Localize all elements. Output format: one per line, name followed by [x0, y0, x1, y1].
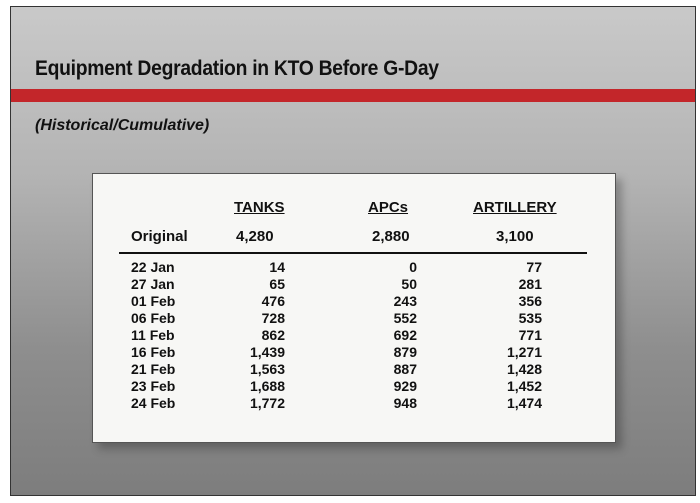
- row-apcs: 50: [401, 276, 417, 292]
- row-artillery: 1,428: [506, 361, 542, 377]
- table-body: [93, 259, 615, 412]
- column-header-apcs: APCs: [368, 199, 409, 216]
- row-date: 24 Feb: [131, 395, 176, 411]
- table-row: [93, 293, 615, 310]
- figure-title: Equipment Degradation in KTO Before G-Day: [35, 57, 439, 80]
- row-date: 27 Jan: [131, 276, 175, 292]
- row-artillery: 1,452: [506, 378, 542, 394]
- title-rule: [11, 89, 695, 102]
- row-apcs: 243: [393, 293, 417, 309]
- row-artillery: 1,271: [506, 344, 542, 360]
- row-apcs: 887: [393, 361, 417, 377]
- table-row: [93, 344, 615, 361]
- table-row: [93, 395, 615, 412]
- row-date: 01 Feb: [131, 293, 176, 309]
- row-apcs: 552: [393, 310, 417, 326]
- column-header-artillery: ARTILLERY: [473, 199, 557, 216]
- column-header-tanks: TANKS: [234, 199, 285, 216]
- table-row: [93, 361, 615, 378]
- row-tanks: 862: [261, 327, 285, 343]
- row-tanks: 1,772: [249, 395, 285, 411]
- row-apcs: 948: [393, 395, 417, 411]
- original-label: Original: [131, 228, 188, 245]
- figure-subtitle: (Historical/Cumulative): [35, 117, 210, 134]
- row-tanks: 476: [261, 293, 285, 309]
- table-rule: [119, 252, 587, 254]
- row-date: 22 Jan: [131, 259, 175, 275]
- table-row: [93, 276, 615, 293]
- row-date: 16 Feb: [131, 344, 176, 360]
- row-date: 23 Feb: [131, 378, 176, 394]
- row-artillery: 1,474: [506, 395, 542, 411]
- row-tanks: 1,688: [249, 378, 285, 394]
- row-apcs: 929: [393, 378, 417, 394]
- table-row: [93, 378, 615, 395]
- figure-panel: [10, 6, 696, 496]
- row-tanks: 14: [269, 259, 285, 275]
- row-tanks: 728: [261, 310, 285, 326]
- row-date: 11 Feb: [131, 327, 175, 343]
- original-apcs: 2,880: [372, 228, 410, 245]
- table-row: [93, 310, 615, 327]
- row-tanks: 65: [269, 276, 285, 292]
- row-tanks: 1,439: [249, 344, 285, 360]
- row-artillery: 535: [518, 310, 542, 326]
- original-artillery: 3,100: [496, 228, 534, 245]
- row-artillery: 356: [518, 293, 542, 309]
- row-date: 21 Feb: [131, 361, 176, 377]
- row-artillery: 771: [518, 327, 542, 343]
- original-tanks: 4,280: [236, 228, 274, 245]
- row-apcs: 879: [393, 344, 417, 360]
- row-tanks: 1,563: [249, 361, 285, 377]
- row-apcs: 692: [393, 327, 417, 343]
- row-artillery: 77: [526, 259, 542, 275]
- table-row: [93, 327, 615, 344]
- table-row: [93, 259, 615, 276]
- row-date: 06 Feb: [131, 310, 176, 326]
- row-artillery: 281: [518, 276, 542, 292]
- data-table: [92, 173, 616, 443]
- row-apcs: 0: [409, 259, 417, 275]
